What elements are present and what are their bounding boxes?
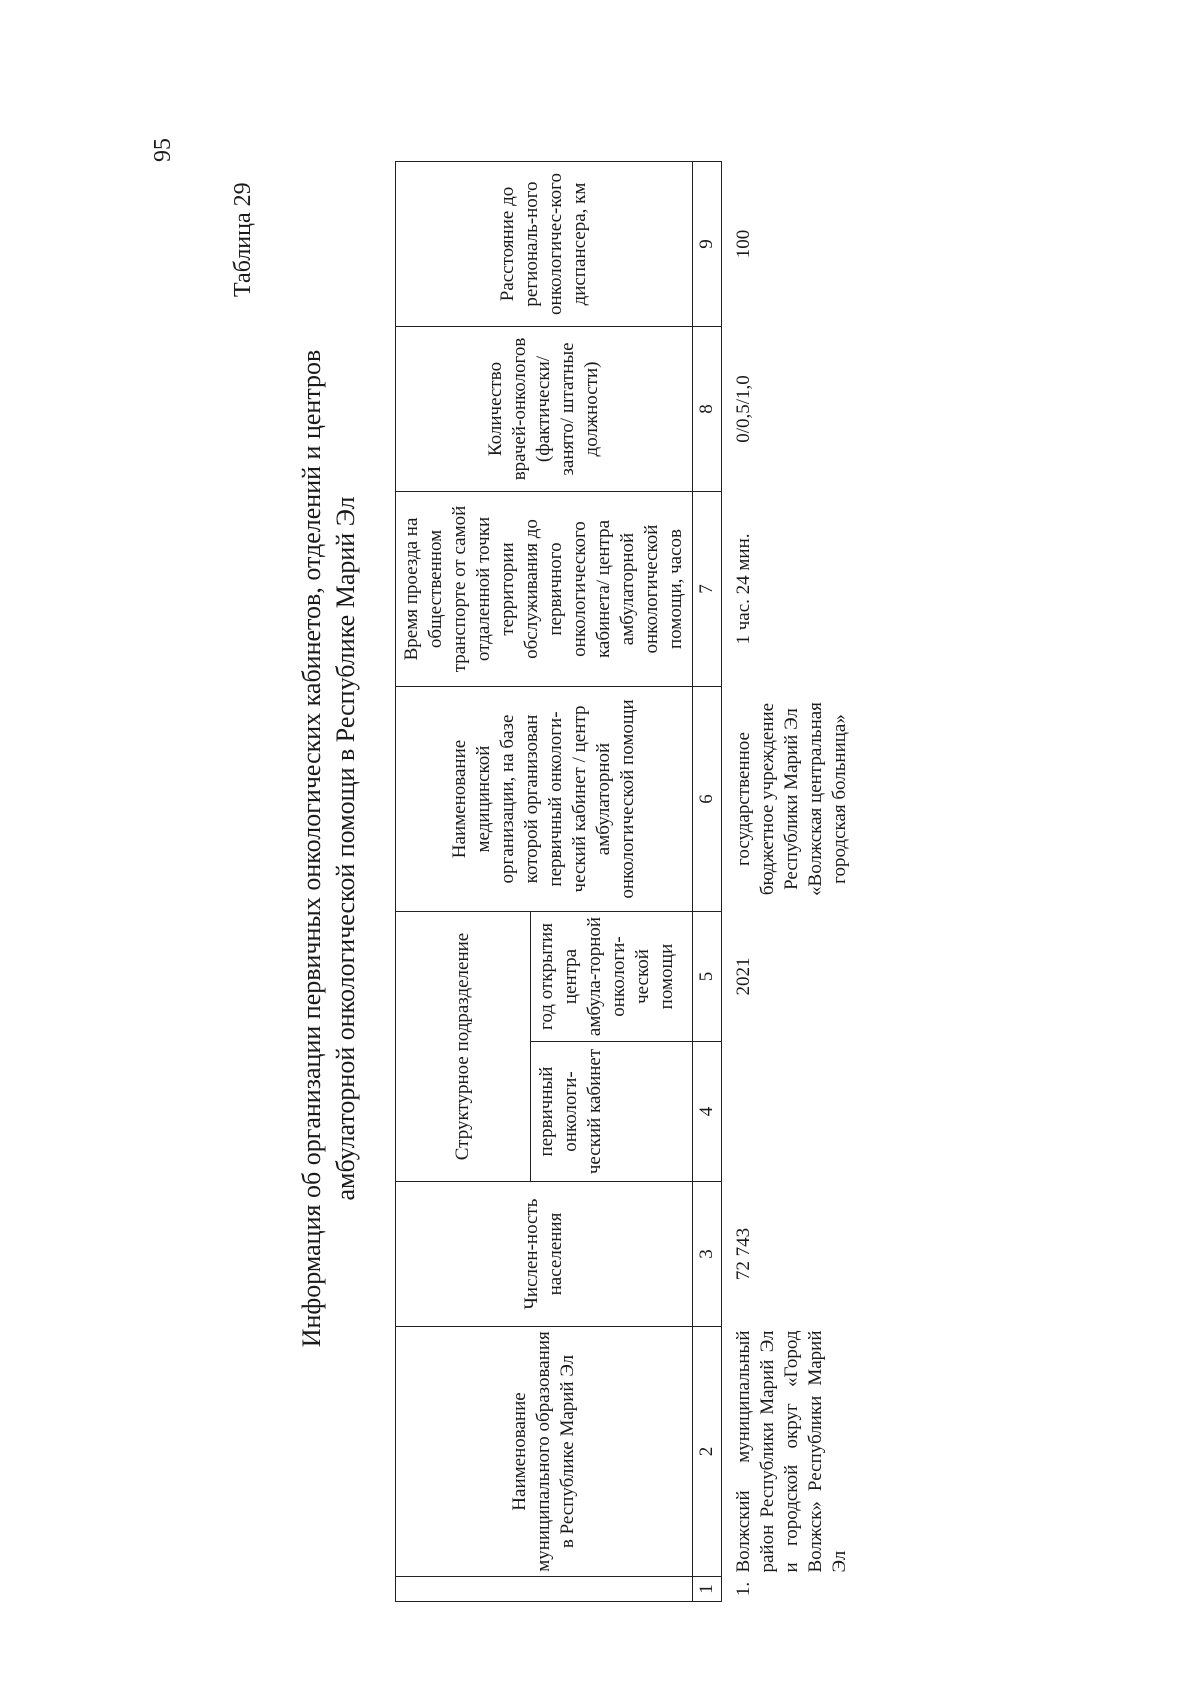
- oncologists-cell: 0/0,5/1,0: [733, 375, 754, 443]
- row-number: 1.: [733, 1581, 754, 1597]
- col-num-8: 8: [693, 327, 722, 492]
- header-travel-time: Время проезда на общественном транспорте от самой отдаленной точки территории обслуживания до первичного онкологического кабинета/ центра амбулаторной онкологической помощи, часов: [396, 492, 693, 687]
- primary-cabinet-cell: [722, 1042, 857, 1182]
- header-structural-unit: Структурное подразделение: [396, 912, 531, 1182]
- oncology-table: [395, 161, 856, 1602]
- table-row: [722, 162, 857, 1602]
- col-num-4: 4: [693, 1042, 722, 1182]
- document-title: [295, 100, 363, 1597]
- table-label: Таблица 29: [230, 182, 256, 297]
- travel-time-cell: 1 час. 24 мин.: [733, 533, 754, 645]
- distance-cell: 100: [733, 229, 754, 259]
- header-distance: Расстояние до региональ-ного онкологичес-кого диспансера, км: [396, 162, 693, 327]
- population-cell: 72 743: [733, 1227, 754, 1281]
- header-oncologists: Количество врачей-онкологов (фактически/ занято/ штатные должности): [396, 327, 693, 492]
- col-num-2: 2: [693, 1327, 722, 1577]
- page-number: 95: [150, 138, 176, 162]
- header-population: Числен-ность населения: [396, 1182, 693, 1327]
- col-num-9: 9: [693, 162, 722, 327]
- col-num-1: 1: [693, 1577, 722, 1602]
- col-num-5: 5: [693, 912, 722, 1042]
- header-organization: Наименование медицинской организации, на базе которой организован первичный онкологи-ческий кабинет / центр амбулаторной онкологической помощи: [396, 687, 693, 912]
- col-num-6: 6: [693, 687, 722, 912]
- header-col-1: [396, 1577, 693, 1602]
- header-row-1: [396, 162, 531, 1602]
- column-numbers-row: [693, 162, 722, 1602]
- center-year-cell: 2021: [733, 957, 754, 996]
- title-line-2: амбулаторной онкологической помощи в Республике Марий Эл: [331, 496, 360, 1201]
- organization-cell: государственное бюджетное учреждение Республики Марий Эл «Волжская центральная городская больница»: [733, 702, 850, 896]
- municipality-cell: Волжский муниципальный район Республики Марий Эл и городской округ «Город Волжск» Республики Марий Эл: [733, 1330, 850, 1573]
- header-center-year: год открытия центра амбула-торной онкологи-ческой помощи: [530, 912, 692, 1042]
- header-municipality: Наименование муниципального образования в Республике Марий Эл: [396, 1327, 693, 1577]
- col-num-7: 7: [693, 492, 722, 687]
- col-num-3: 3: [693, 1182, 722, 1327]
- title-line-1: Информация об организации первичных онкологических кабинетов, отделений и центров: [297, 349, 326, 1348]
- header-primary-cabinet: первичный онкологи-ческий кабинет: [530, 1042, 692, 1182]
